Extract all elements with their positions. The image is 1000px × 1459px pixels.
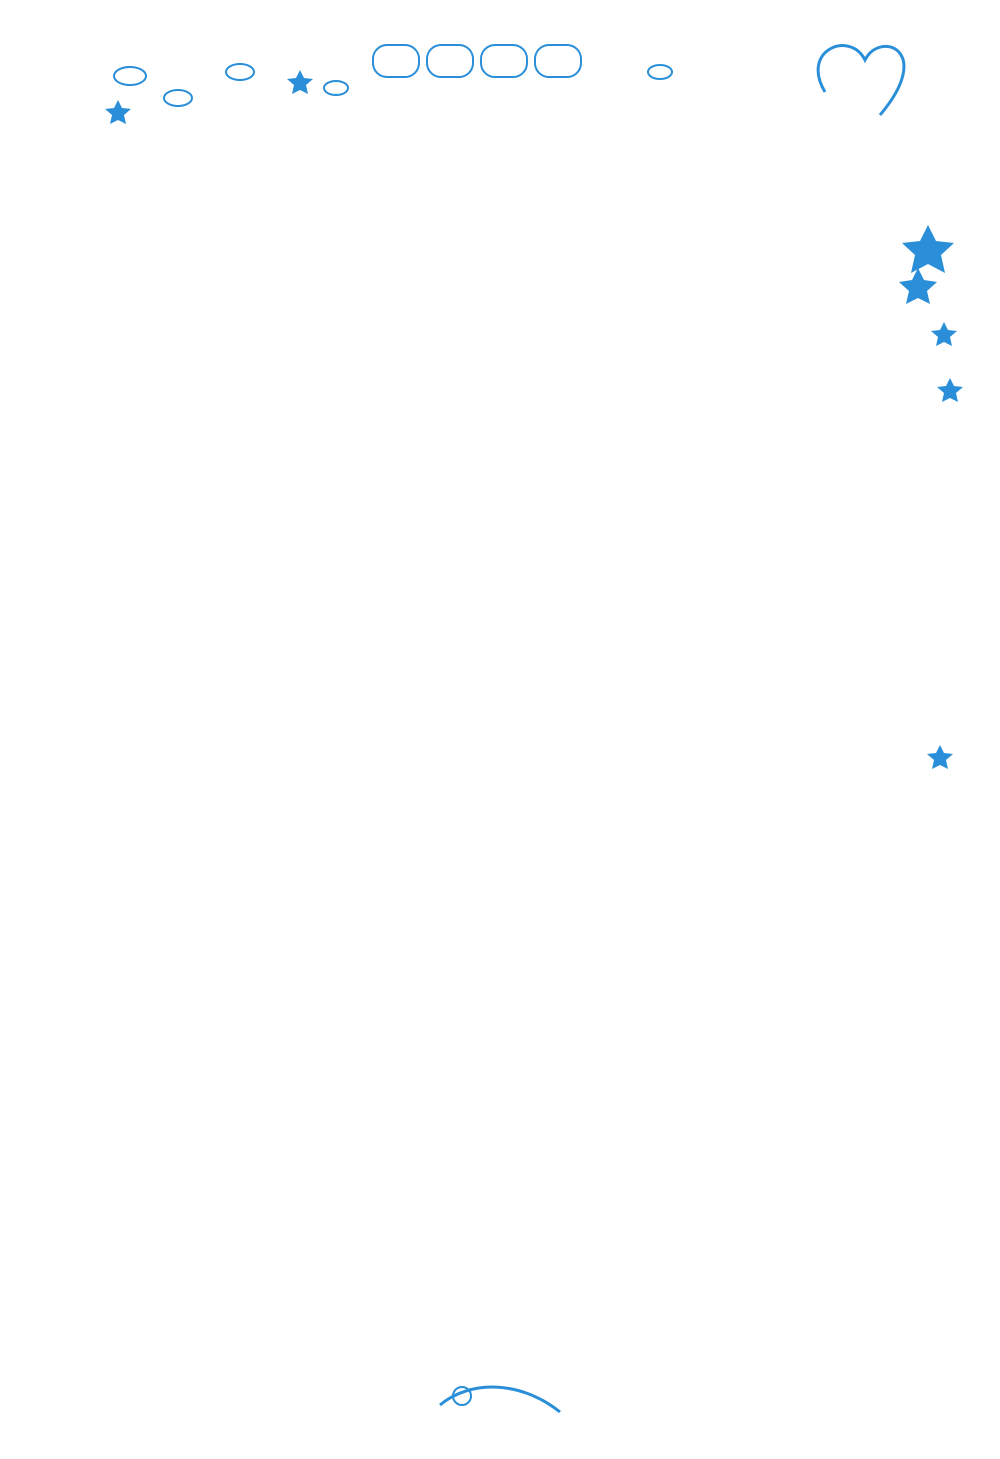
day-label: [426, 44, 474, 78]
star-icon: [927, 745, 953, 769]
star-icon: [902, 225, 954, 273]
month-label: [372, 44, 420, 78]
cloud-icon: [114, 67, 146, 85]
cloud-icon: [164, 90, 192, 106]
cloud-icon: [648, 65, 672, 79]
cloud-icon: [226, 64, 254, 80]
star-icon: [937, 378, 963, 402]
star-icon: [899, 268, 937, 304]
page-wave: [440, 1387, 560, 1412]
cloud-icon: [324, 81, 348, 95]
star-icon: [105, 100, 131, 124]
week-label-1: [480, 44, 528, 78]
star-icon: [931, 322, 957, 346]
watermark-logo: [800, 1378, 990, 1454]
week-label-2: [534, 44, 582, 78]
star-icon: [287, 70, 313, 94]
date-field: [372, 44, 588, 78]
heart-icon: [818, 46, 904, 115]
